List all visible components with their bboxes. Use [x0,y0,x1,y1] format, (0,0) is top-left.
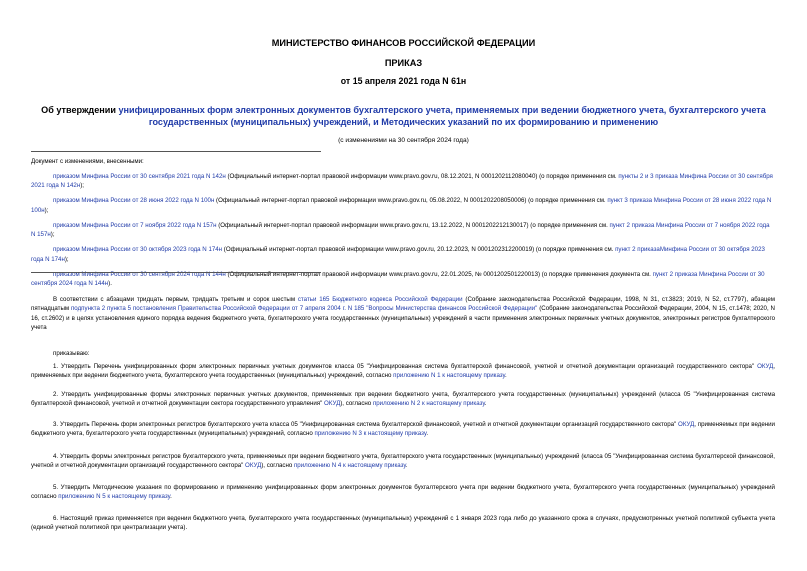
okud-link[interactable]: ОКУД [757,363,774,370]
changes-block [31,157,775,288]
appendix-2-link[interactable]: приложению N 2 к настоящему приказу [372,400,485,408]
point-1: 1. Утвердить Перечень унифицированных форм электронных первичных учетных документов класса 05 "Унифицированная система бухгалтерской финансовой, учетной и отчетной документации организаций государственного сектора" ОКУД, применяемых при ведении бюджетного учета, бухгалтерского учета государственных (муниципальных) учреждений, согласно приложению N 1 к настоящему приказу. [31,363,775,380]
doc-type-heading: ПРИКАЗ [384,58,423,68]
okud-link[interactable]: ОКУД [245,462,262,470]
change-item: приказом Минфина России от 7 ноября 2022 года N 157н (Официальный интернет-портал правовой информации www.pravo.gov.ru, 13.12.2022, N 0001202212130017) (о порядке применения см. пункт 2 приказа Минфина России от 7 ноября 2022 года N 157н); [31,221,770,239]
top-divider [31,151,321,152]
change-apply-link[interactable]: пункты 2 и 3 приказа Минфина России от 30 сентября 2021 года N 142н [31,173,773,190]
budget-code-link[interactable]: статьи 165 Бюджетного кодекса Российской Федерации [297,296,463,303]
changes-intro: Документ с изменениями, внесенными: [31,158,144,165]
appendix-5-link[interactable]: приложению N 5 к настоящему приказу [58,493,171,501]
change-order-link[interactable]: приказом Минфина России от 30 октября 2023 года N 174н [53,246,223,254]
change-apply-link[interactable]: пункт 2 приказаМинфина России от 30 октября 2023 года N 174н [31,246,765,263]
appendix-4-link[interactable]: приложению N 4 к настоящему приказу [293,462,406,470]
okud-link[interactable]: ОКУД [324,400,341,408]
okud-link[interactable]: ОКУД [678,421,695,428]
change-item: приказом Минфина России от 28 июня 2022 года N 100н (Официальный интернет-портал правовой информации www.pravo.gov.ru, 05.08.2022, N 0001202208050006) (о порядке применения см. пункт 3 приказа Минфина России от 28 июня 2022 года N 100н); [31,197,772,214]
ministry-heading: МИНИСТЕРСТВО ФИНАНСОВ РОССИЙСКОЙ ФЕДЕРАЦИИ [271,38,536,48]
bottom-divider [31,272,321,273]
point-5: 5. Утвердить Методические указания по формированию и применению унифицированных форм электронных документов бухгалтерского учета при ведении бюджетного учета, бухгалтерского учета государственных (муниципальных) учреждений согласно приложению N 5 к настоящему приказу. [31,484,775,501]
point-6: 6. Настоящий приказ применяется при ведении бюджетного учета, бухгалтерского учета государственных (муниципальных) учреждений с 1 января 2023 года либо до указанного срока в случаях, предусмотренных учетной политикой субъекта учета (единой учетной политикой при централизации учета). [31,515,775,532]
date-number-heading: от 15 апреля 2021 года N 61н [340,76,467,86]
change-item: приказом Минфина России от 30 сентября 2024 года N 144н (Официальный интернет-портал правовой информации www.pravo.gov.ru, 22.01.2025, № 0001202501220013) (о порядке применения документа см. пункт 2 приказа Минфина России от 30 сентября 2024 года N 144н). [31,270,765,288]
change-apply-link[interactable]: пункт 3 приказа Минфина России от 28 июня 2022 года N 100н [31,197,772,214]
change-item: приказом Минфина России от 30 октября 2023 года N 174н (Официальный интернет-портал правовой информации www.pravo.gov.ru, 20.12.2023, N 0001202312200019) (о порядке применения см. пункт 2 приказаМинфина России от 30 октября 2023 года N 174н); [31,246,765,263]
appendix-3-link[interactable]: приложению N 3 к настоящему приказу [314,430,427,438]
point-4: 4. Утвердить формы электронных регистров бухгалтерского учета, применяемых при ведении бюджетного учета, бухгалтерского учета государственных (муниципальных) учреждений (класса 05 "Унифицированная система бухгалтерской финансовой, учетной и отчетной документации организаций государственного сектора" ОКУД), согласно приложению N 4 к настоящему приказу. [31,453,775,470]
edition-note: (с изменениями на 30 сентября 2024 года) [338,137,469,144]
document-title [30,104,777,128]
change-order-link[interactable]: приказом Минфина России от 7 ноября 2022 года N 157н [53,221,217,229]
change-apply-link[interactable]: пункт 2 приказа Минфина России от 7 ноября 2022 года N 157н [31,221,770,239]
title-prefix: Об утверждении [41,105,119,115]
change-order-link[interactable]: приказом Минфина России от 30 сентября 2021 года N 142н [53,173,226,180]
order-word: приказываю: [53,350,90,357]
change-apply-link[interactable]: пункт 2 приказа Минфина России от 30 сентября 2024 года N 144н [31,270,765,288]
point-2: 2. Утвердить унифицированные формы электронных первичных учетных документов, применяемых при ведении бюджетного учета, бухгалтерского учета государственных (муниципальных) учреждений (класса 05 "Унифицированная система бухгалтерской финансовой, учетной и отчетной документации сектора государственного управления" ОКУД), согласно приложению N 2 к настоящему приказу. [31,391,775,408]
change-item: приказом Минфина России от 30 сентября 2021 года N 142н (Официальный интернет-портал правовой информации www.pravo.gov.ru, 08.12.2021, N 0001202112080040) (о порядке применения см. пункты 2 и 3 приказа Минфина России от 30 сентября 2021 года N 142н); [31,173,773,190]
preamble-paragraph: В соответствии с абзацами тридцать первым, тридцать третьим и сорок шестым статьи 165 Бюджетного кодекса Российской Федерации (Собрание законодательства Российской Федерации, 1998, N 31, ст.3823; 2019, N 52, ст.7797), абзацем пятнадцатым подпункта 2 пункта 5 постановления Правительства Российской Федерации от 7 апреля 2004 г. N 185 "Вопросы Министерства финансов Российской Федерации" (Собрание законодательства Российской Федерации, 2004, N 15, ст.1478; 2020, N 16, ст.2602) и в целях установления единого порядка ведения бюджетного учета, бухгалтерского учета государственных (муниципальных) учреждений в части применения электронных первичных учетных документов, электронных регистров бухгалтерского учета [31,296,775,332]
government-decree-link[interactable]: подпункта 2 пункта 5 постановления Правительства Российской Федерации от 7 апреля 2004 г. N 185 "Вопросы Министерства финансов Российской Федерации" [70,305,538,313]
appendix-1-link[interactable]: приложению N 1 к настоящему приказу [393,372,505,380]
title-link[interactable]: унифицированных форм электронных документов бухгалтерского учета, применяемых при ведении бюджетного учета, бухгалтерского учета государственных (муниципальных) учреждений, и Методических указаний по их формированию и применению [118,105,766,127]
point-3: 3. Утвердить Перечень форм электронных регистров бухгалтерского учета класса 05 "Унифицированная система бухгалтерской финансовой, учетной и отчетной документации организаций государственного сектора" ОКУД, применяемых при ведении бюджетного учета, бухгалтерского учета государственных (муниципальных) учреждений, согласно приложению N 3 к настоящему приказу. [31,421,775,438]
change-order-link[interactable]: приказом Минфина России от 28 июня 2022 года N 100н [53,197,215,205]
change-order-link[interactable]: приказом Минфина России от 30 сентября 2024 года N 144н [53,270,226,278]
